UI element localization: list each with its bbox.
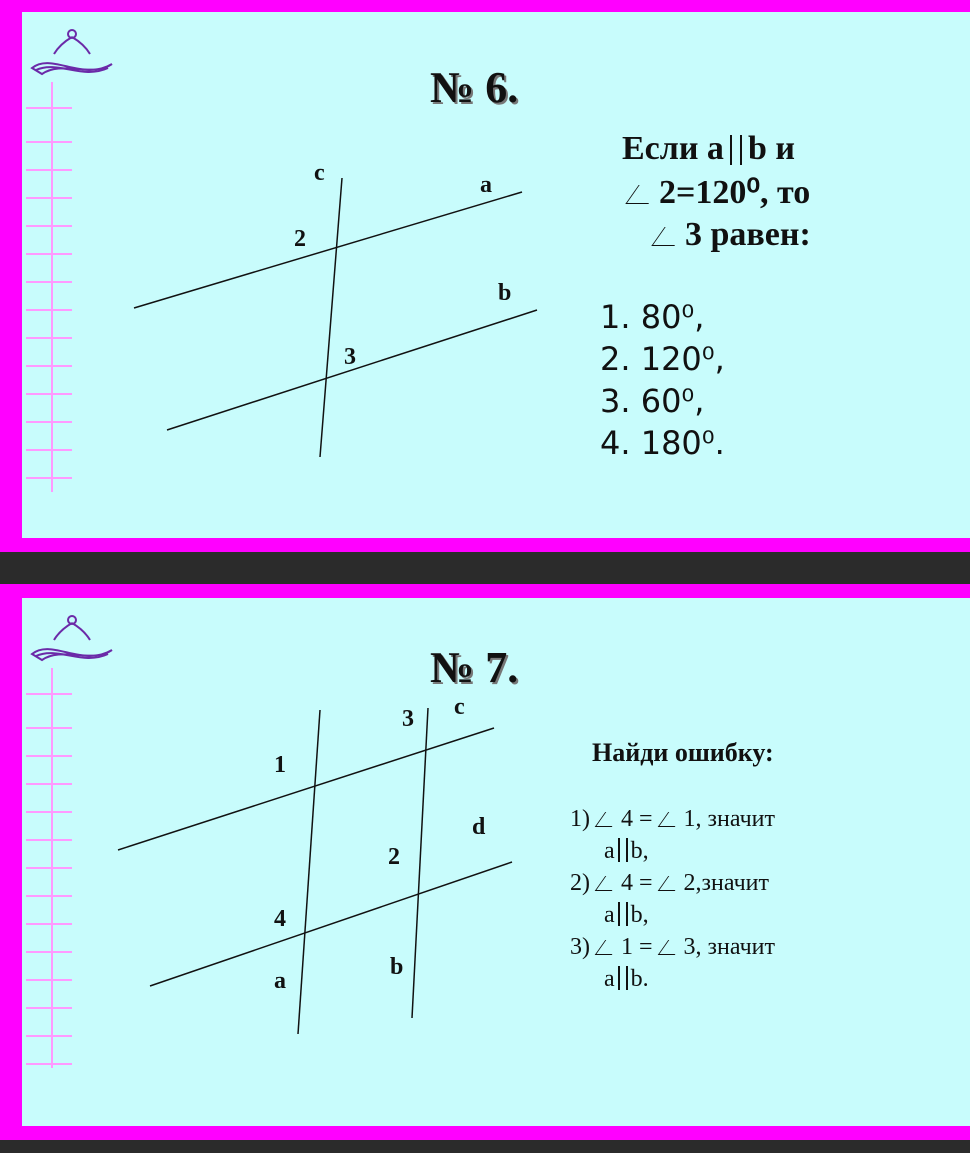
line-a bbox=[298, 710, 320, 1034]
statement-2 bbox=[570, 870, 769, 897]
answer-option-3[interactable]: 3. 60⁰, bbox=[600, 382, 705, 420]
line-a-ref: a bbox=[604, 902, 615, 928]
statement-1-right: 1, значит bbox=[683, 806, 775, 832]
slide-7-content bbox=[22, 598, 970, 1126]
answer-option-4[interactable]: 4. 180⁰. bbox=[600, 424, 725, 462]
label-angle-2: 2 bbox=[388, 844, 400, 870]
statement-2-left: 4 = bbox=[621, 870, 653, 896]
statement-1-conclusion bbox=[604, 838, 649, 865]
answer-option-2[interactable]: 2. 120⁰, bbox=[600, 340, 725, 378]
statement-2-number: 2) bbox=[570, 870, 590, 896]
question-line-2 bbox=[622, 172, 810, 212]
label-c: c bbox=[314, 160, 325, 186]
angle-symbol bbox=[595, 940, 623, 955]
label-d: d bbox=[472, 814, 486, 840]
question-line-3 bbox=[648, 216, 811, 254]
line-c bbox=[320, 178, 342, 457]
statement-3-number: 3) bbox=[570, 934, 590, 960]
angle-symbol bbox=[595, 812, 623, 827]
statement-3-right: 3, значит bbox=[683, 934, 775, 960]
statement-1 bbox=[570, 806, 775, 833]
label-angle-2: 2 bbox=[294, 226, 306, 252]
statement-2-conclusion bbox=[604, 902, 649, 929]
task-title: № 6. bbox=[430, 63, 519, 112]
label-angle-3: 3 bbox=[344, 344, 356, 370]
slide-7 bbox=[0, 584, 970, 1140]
label-a: a bbox=[480, 172, 492, 198]
answer-option-1[interactable]: 1. 80⁰, bbox=[600, 298, 705, 336]
statement-2-right: 2,значит bbox=[683, 870, 769, 896]
label-angle-1: 1 bbox=[274, 752, 286, 778]
statement-3-conclusion bbox=[604, 966, 649, 993]
parallel-symbol bbox=[618, 966, 628, 990]
angle-symbol bbox=[657, 876, 685, 891]
label-c: c bbox=[454, 694, 465, 720]
question-line-1 bbox=[622, 130, 795, 168]
slide-6-content bbox=[22, 12, 970, 538]
line-b-ref: b. bbox=[630, 966, 649, 992]
parallel-symbol bbox=[618, 838, 628, 862]
line-b-ref: b, bbox=[630, 838, 649, 864]
question-angle-3: 3 равен: bbox=[685, 216, 811, 253]
line-b-ref: b, bbox=[630, 902, 649, 928]
slide-6 bbox=[0, 0, 970, 552]
line-a bbox=[134, 192, 522, 308]
label-angle-4: 4 bbox=[274, 906, 286, 932]
question-prefix: Если a bbox=[622, 130, 724, 167]
parallel-symbol bbox=[730, 135, 742, 165]
label-angle-3: 3 bbox=[402, 706, 414, 732]
statement-3 bbox=[570, 934, 775, 961]
angle-symbol bbox=[595, 876, 623, 891]
line-a-ref: a bbox=[604, 838, 615, 864]
line-a-ref: a bbox=[604, 966, 615, 992]
task-title: № 7. bbox=[430, 643, 519, 692]
question-suffix: b и bbox=[747, 130, 795, 167]
label-b: b bbox=[390, 954, 404, 980]
line-c bbox=[118, 728, 494, 850]
label-a: a bbox=[274, 968, 286, 994]
line-d bbox=[150, 862, 512, 986]
statement-1-left: 4 = bbox=[621, 806, 653, 832]
parallel-symbol bbox=[618, 902, 628, 926]
task-heading: Найди ошибку: bbox=[592, 738, 774, 767]
angle-symbol bbox=[657, 812, 685, 827]
label-b: b bbox=[498, 280, 512, 306]
angle-symbol bbox=[651, 227, 687, 246]
statement-1-number: 1) bbox=[570, 806, 590, 832]
question-angle-2: 2=120⁰, то bbox=[659, 174, 811, 211]
angle-symbol bbox=[657, 940, 685, 955]
statement-3-left: 1 = bbox=[621, 934, 653, 960]
angle-symbol bbox=[625, 185, 661, 204]
